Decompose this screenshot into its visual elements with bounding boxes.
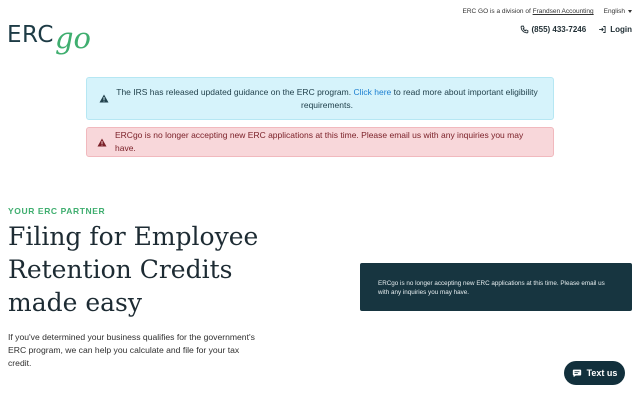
applications-closed-card <box>360 263 632 311</box>
text-us-label: Text us <box>586 368 618 378</box>
caret-down-icon <box>628 10 632 13</box>
login-link[interactable] <box>598 25 632 34</box>
hero-eyebrow: YOUR ERC PARTNER <box>8 206 106 216</box>
hero-subtext: If you've determined your business qualifies for the government's ERC program, we can help you calculate and file for your tax credit. <box>8 332 255 368</box>
login-icon <box>598 25 607 34</box>
text-us-button[interactable] <box>564 361 625 385</box>
applications-closed-alert <box>86 127 554 157</box>
division-notice <box>463 8 594 15</box>
header-actions <box>520 25 633 34</box>
chat-bubble-icon <box>572 368 582 378</box>
frandsen-accounting-link[interactable]: Frandsen Accounting <box>532 8 594 15</box>
notice-card-text: ERCgo is no longer accepting new ERC applications at this time. Please email us with any inquiries you may have. <box>378 280 605 296</box>
phone-link[interactable] <box>520 25 587 34</box>
irs-guidance-text: The IRS has released updated guidance on the ERC program. <box>116 86 352 97</box>
division-prefix: ERC GO is a division of <box>462 8 531 15</box>
applications-closed-text: ERCgo is no longer accepting new ERC applications at this time. Please email us with any inquiries you may have. <box>115 130 524 153</box>
warning-icon <box>97 138 107 147</box>
top-utility-bar <box>463 8 633 15</box>
phone-number: (855) 433-7246 <box>531 25 587 34</box>
irs-guidance-message <box>109 86 541 112</box>
language-label: English <box>603 8 625 15</box>
warning-icon <box>99 94 109 103</box>
logo-go-text: go <box>54 21 91 55</box>
logo-erc-text: ERC <box>7 22 54 48</box>
phone-icon <box>520 25 529 34</box>
ercgo-logo[interactable] <box>7 18 91 55</box>
irs-guidance-alert <box>86 77 554 120</box>
irs-guidance-text-end: to read more about important eligibility requirements. <box>301 86 538 110</box>
language-selector[interactable] <box>604 8 632 15</box>
click-here-link[interactable]: Click here <box>353 86 392 97</box>
login-label: Login <box>610 25 632 34</box>
hero-headline: Filing for Employee Retention Credits made easy <box>8 222 259 317</box>
